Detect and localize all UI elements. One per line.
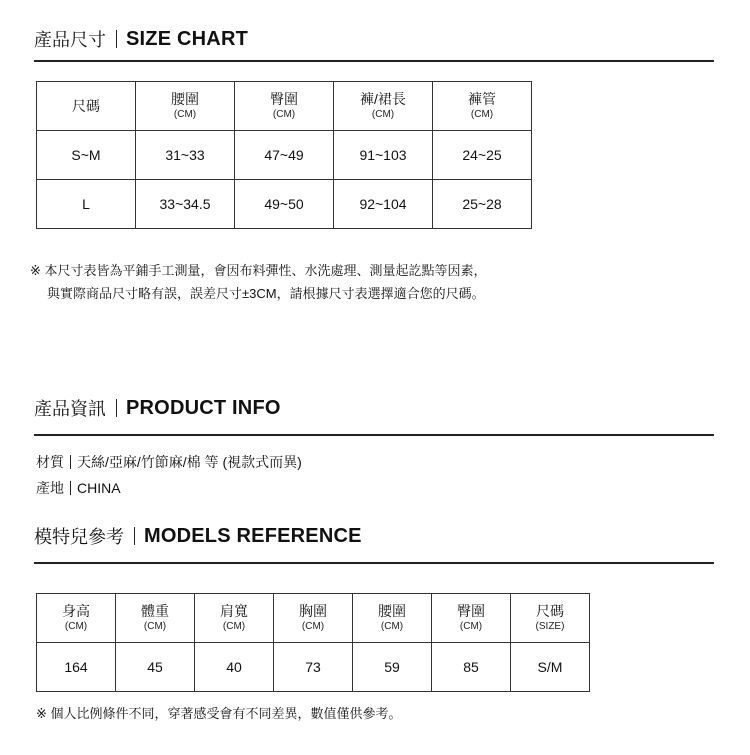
header-label: 腰圍 (378, 603, 406, 619)
product-info-rule (34, 434, 714, 436)
models-header-cell (511, 594, 590, 643)
header-unit: (CM) (371, 109, 395, 120)
table-cell: 91~103 (334, 131, 433, 180)
size-chart-note-line1: ※ 本尺寸表皆為平鋪手工測量，會因布料彈性、水洗處理、測量起訖點等因素， (30, 263, 487, 278)
table-cell: L (37, 180, 136, 229)
header-label: 體重 (141, 603, 169, 619)
product-info-title (34, 395, 281, 421)
size-chart-header-cell (235, 82, 334, 131)
models-note: ※ 個人比例條件不同，穿著感受會有不同差異，數值僅供參考。 (36, 706, 402, 721)
table-row (37, 643, 590, 692)
models-header-cell (116, 594, 195, 643)
table-cell: 33~34.5 (136, 180, 235, 229)
header-unit: (SIZE) (535, 621, 565, 632)
models-header-cell (274, 594, 353, 643)
table-cell: 25~28 (433, 180, 532, 229)
size-chart-title-en: SIZE CHART (126, 27, 248, 50)
models-header-cell (195, 594, 274, 643)
models-title-zh: 模特兒參考 (34, 527, 124, 547)
models-header-row (37, 594, 590, 643)
material-value: 天絲/亞麻/竹節麻/棉 等 (視款式而異) (77, 454, 302, 470)
header-label: 肩寬 (220, 603, 248, 619)
header-unit: (CM) (64, 621, 88, 632)
table-row (37, 131, 532, 180)
origin-row (36, 476, 121, 500)
table-cell: 92~104 (334, 180, 433, 229)
header-unit: (CM) (459, 621, 483, 632)
header-label: 臀圍 (270, 91, 298, 107)
title-divider (116, 399, 117, 417)
size-chart-title-zh: 產品尺寸 (34, 30, 106, 50)
size-chart-header-row (37, 82, 532, 131)
size-chart-header-cell (37, 82, 136, 131)
header-label: 褲管 (468, 91, 496, 107)
size-chart-header-cell (136, 82, 235, 131)
table-cell: 164 (37, 643, 116, 692)
table-cell: S/M (511, 643, 590, 692)
info-divider (70, 481, 71, 495)
title-divider (134, 527, 135, 545)
models-table (36, 593, 590, 692)
size-chart-table (36, 81, 532, 229)
header-unit: (CM) (380, 621, 404, 632)
header-unit: (CM) (470, 109, 494, 120)
table-cell: 59 (353, 643, 432, 692)
header-unit: (CM) (222, 621, 246, 632)
header-label: 尺碼 (536, 603, 564, 619)
origin-label: 產地 (36, 480, 64, 496)
table-cell: 24~25 (433, 131, 532, 180)
models-rule (34, 562, 714, 564)
size-chart-rule (34, 60, 714, 62)
table-cell: S~M (37, 131, 136, 180)
models-header-cell (432, 594, 511, 643)
product-info-title-zh: 產品資訊 (34, 399, 106, 419)
info-divider (70, 455, 71, 469)
table-cell: 85 (432, 643, 511, 692)
table-cell: 73 (274, 643, 353, 692)
title-divider (116, 30, 117, 48)
size-chart-note-line2: 與實際商品尺寸略有誤，誤差尺寸±3CM，請根據尺寸表選擇適合您的尺碼。 (47, 286, 485, 301)
size-chart-header-cell (334, 82, 433, 131)
header-unit: (CM) (173, 109, 197, 120)
header-label: 腰圍 (171, 91, 199, 107)
material-label: 材質 (36, 454, 64, 470)
header-label: 身高 (62, 603, 90, 619)
table-row (37, 180, 532, 229)
models-header-cell (353, 594, 432, 643)
header-label: 褲/裙長 (360, 91, 406, 107)
header-label: 臀圍 (457, 603, 485, 619)
models-header-cell (37, 594, 116, 643)
models-title (34, 523, 362, 549)
table-cell: 31~33 (136, 131, 235, 180)
header-label: 胸圍 (299, 603, 327, 619)
header-unit: (CM) (272, 109, 296, 120)
header-unit: (CM) (143, 621, 167, 632)
table-cell: 47~49 (235, 131, 334, 180)
header-unit: (CM) (301, 621, 325, 632)
product-info-title-en: PRODUCT INFO (126, 396, 281, 419)
table-cell: 49~50 (235, 180, 334, 229)
header-label: 尺碼 (72, 98, 100, 114)
models-title-en: MODELS REFERENCE (144, 524, 362, 547)
table-cell: 45 (116, 643, 195, 692)
origin-value: CHINA (77, 480, 121, 496)
table-cell: 40 (195, 643, 274, 692)
size-chart-title (34, 26, 248, 52)
size-chart-header-cell (433, 82, 532, 131)
material-row (36, 450, 302, 474)
